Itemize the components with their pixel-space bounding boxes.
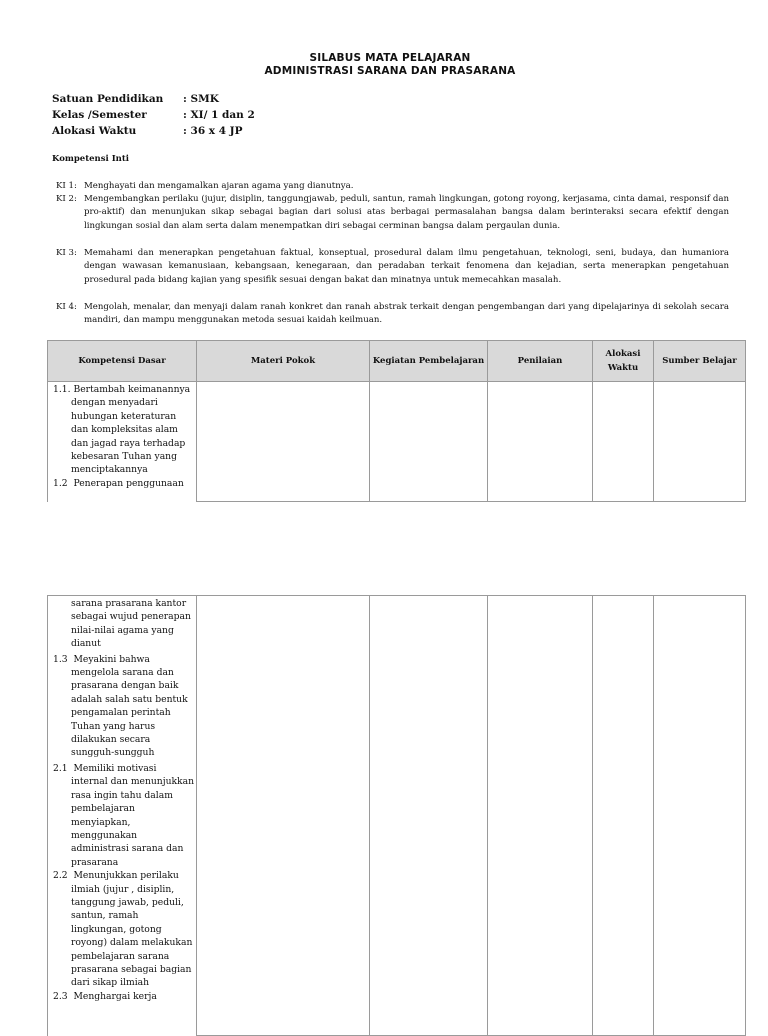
ki-text: Memahami dan menerapkan pengetahuan faktual, konseptual, prosedural dalam ilmu pengetahuan, teknologi, seni, budaya, dan humaniora dengan wawasan kemanusiaan, kebangsaan, kenegaraan, dan peradaban terkait fenomena dan kejadian, serta menerapkan pengetahuan prosedural pada bidang kajian yang spesifik sesuai dengan bakat dan minatnya untuk memecahkan masalah. [84,248,729,285]
kd-item: 2.2 Menunjukkan perilaku ilmiah (jujur , disiplin, tanggung jawab, peduli, santun, ramah lingkungan, gotong royong) dalam melakukan pembelajaran sarana prasarana sebagai bagian dari sikap ilmiah [53,870,193,989]
sumber-cell [654,596,746,1036]
ki-number: KI 1: [56,181,77,191]
table-header-row [48,341,746,382]
kd-item: 1.3 Meyakini bahwa mengelola sarana dan prasarana dengan baik adalah salah satu bentuk pengamalan perintah Tuhan yang harus dilakukan secara sungguh-sungguh [53,653,188,759]
kompetensi-inti-heading: Kompetensi Inti [52,154,130,164]
table-row [48,382,746,502]
sumber-cell [654,382,746,502]
meta-satuan [52,93,219,105]
kompetensi-dasar-cell [48,596,197,1036]
alokasi-cell [593,596,654,1036]
kegiatan-cell [370,596,488,1036]
kd-continuation: sarana prasarana kantor sebagai wujud penerapan nilai-nilai agama yang dianut [71,598,191,650]
header-kompetensi-dasar: Kompetensi Dasar [48,341,197,382]
kd-item: 1.2 Penerapan penggunaan [53,477,184,489]
ki-number: KI 2: [56,194,77,204]
meta-alokasi-label: Alokasi Waktu [52,125,137,137]
header-alokasi-waktu: Alokasi Waktu [593,341,654,382]
meta-alokasi [52,125,243,137]
ki-item-4 [56,301,729,328]
meta-kelas-value: : XI/ 1 dan 2 [183,109,255,121]
document-subtitle: ADMINISTRASI SARANA DAN PRASARANA [264,65,516,77]
header-penilaian: Penilaian [488,341,593,382]
materi-pokok-cell [197,382,370,502]
ki-item-3 [56,247,729,287]
ki-text: Menghayati dan mengamalkan ajaran agama yang dianutnya. [84,181,354,191]
table-row [48,596,746,1036]
ki-number: KI 4: [56,302,77,312]
kegiatan-cell [370,382,488,502]
ki-text: Mengolah, menalar, dan menyaji dalam ranah konkret dan ranah abstrak terkait dengan pengembangan dari yang dipelajarinya di sekolah secara mandiri, dan mampu menggunakan metoda sesuai kaidah keilmuan. [84,302,729,326]
meta-alokasi-value: : 36 x 4 JP [183,125,243,137]
silabus-table-page1 [47,340,746,502]
silabus-table-page2 [47,595,746,1036]
kd-item: 2.3 Menghargai kerja [53,990,157,1002]
header-sumber-belajar: Sumber Belajar [654,341,746,382]
penilaian-cell [488,382,593,502]
meta-satuan-label: Satuan Pendidikan [52,93,164,105]
meta-kelas [52,109,255,121]
header-kegiatan-pembelajaran: Kegiatan Pembelajaran [370,341,488,382]
ki-item-1 [56,180,729,193]
materi-pokok-cell [197,596,370,1036]
kompetensi-dasar-cell [48,382,197,502]
ki-text: Mengembangkan perilaku (jujur, disiplin, tanggungjawab, peduli, santun, ramah lingkungan, gotong royong, kerjasama, cinta damai, responsif dan pro-aktif) dan menunjukan sikap sebagai bagian dari solusi atas berbagai permasalahan bangsa dalam berinteraksi secara efektif dengan lingkungan sosial dan alam serta dalam menempatkan diri sebagai cerminan bangsa dalam pergaulan dunia. [84,194,729,231]
document-title: SILABUS MATA PELAJARAN [309,52,471,64]
meta-kelas-label: Kelas /Semester [52,109,147,121]
kd-item: 2.1 Memiliki motivasi internal dan menunjukkan rasa ingin tahu dalam pembelajaran menyiapkan, menggunakan administrasi sarana dan prasarana [53,762,195,868]
kd-item: 1.1. Bertambah keimanannya dengan menyadari hubungan keteraturan dan kompleksitas alam dan jagad raya terhadap kebesaran Tuhan yang menciptakannya [53,384,191,476]
ki-item-2 [56,193,729,233]
penilaian-cell [488,596,593,1036]
header-materi-pokok: Materi Pokok [197,341,370,382]
alokasi-cell [593,382,654,502]
ki-number: KI 3: [56,248,77,258]
meta-satuan-value: : SMK [183,93,219,105]
